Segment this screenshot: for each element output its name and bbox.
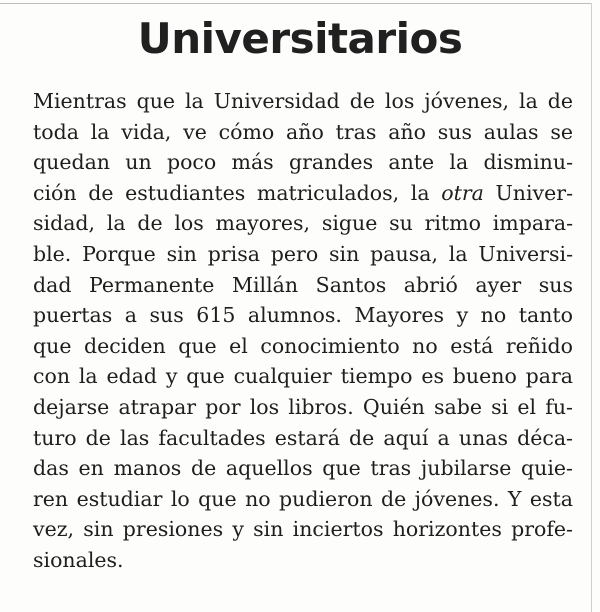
article-line: ren estudiar lo que no pudieron de jóvenes. Y esta (33, 486, 573, 511)
article-headline: Universitarios (137, 14, 463, 63)
article-line: das en manos de aquellos que tras jubilarse quie- (33, 456, 573, 481)
clipping-right-edge (591, 3, 592, 612)
article-line: vez, sin presiones y sin inciertos horizontes profe- (33, 517, 573, 542)
article-line-segment: Univer- (495, 180, 573, 205)
article-line: dad Permanente Millán Santos abrió ayer sus (33, 272, 573, 297)
article-line: sidad, la de los mayores, sigue su ritmo impara- (33, 211, 573, 236)
article-line-with-italic (33, 178, 573, 209)
article-line: ble. Porque sin prisa pero sin pausa, la Universi- (33, 241, 573, 266)
article-line: turo de las facultades estará de aquí a unas déca- (33, 425, 573, 450)
article-line: dejarse atrapar por los libros. Quién sabe si el fu- (33, 394, 573, 419)
article-line: toda la vida, ve cómo año tras año sus aulas se (33, 119, 573, 144)
italic-word: otra (441, 180, 484, 205)
clipping-top-rule (0, 3, 591, 4)
article-line: puertas a sus 615 alumnos. Mayores y no tanto (33, 303, 573, 328)
article-line: quedan un poco más grandes ante la disminu- (33, 150, 573, 175)
article-line: que deciden que el conocimiento no está reñido (33, 333, 573, 358)
article-line: Mientras que la Universidad de los jóvenes, la de (33, 89, 573, 113)
article-body (33, 86, 573, 576)
article-line: con la edad y que cualquier tiempo es bueno para (33, 364, 573, 389)
article-line-segment: ción de estudiantes matriculados, la (33, 180, 430, 205)
article-line: sionales. (33, 547, 124, 572)
